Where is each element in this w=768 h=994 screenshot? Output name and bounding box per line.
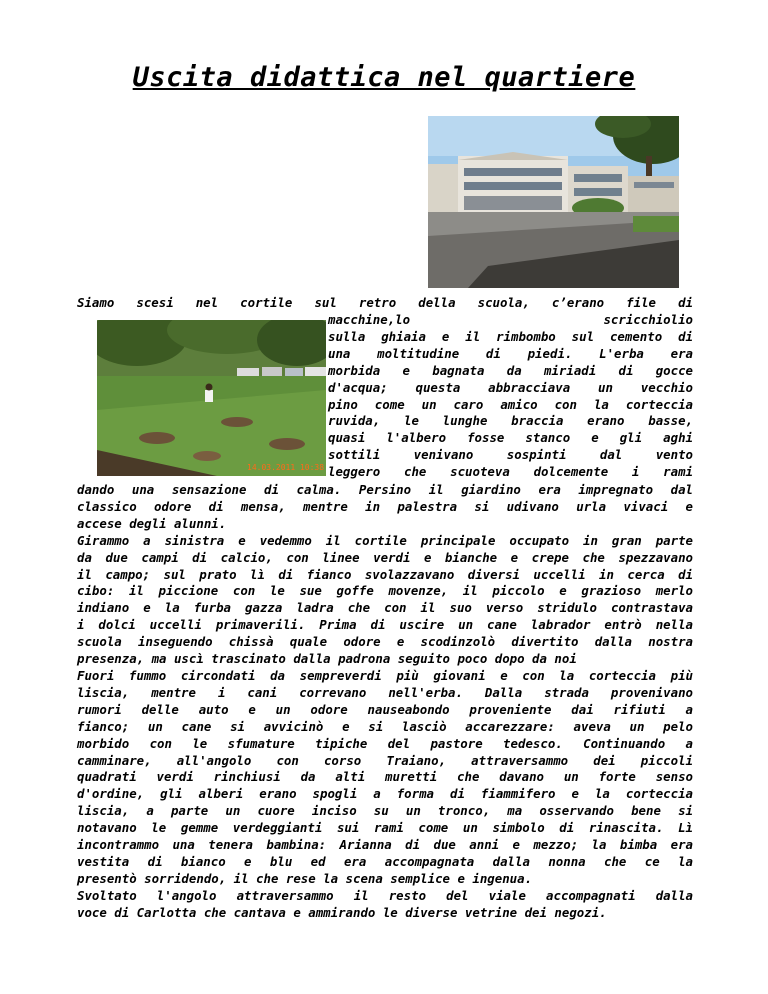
paragraph-wrap <box>328 312 693 481</box>
text-line: incontrammo una tenera bambina: Arianna di due anni e mezzo; la bimba era <box>77 837 693 853</box>
text-line: quadrati verdi rinchiusi da alti muretti che davano un forte senso <box>77 769 693 785</box>
text-line: indiano e la furba gazza ladra che con il suo verso stridulo contrastava <box>77 600 693 616</box>
page-title: Uscita didattica nel quartiere <box>132 62 636 93</box>
text-line: classico odore di mensa, mentre in palestra si udivano urla vivaci e <box>77 498 693 514</box>
text-line: leggero che scuoteva dolcemente i rami <box>328 464 693 480</box>
text-line: Svoltato l'angolo attraversammo il resto del viale accompagnati dalla <box>77 887 693 903</box>
text-line: presentò sorridendo, il che rese la scena semplice e ingenua. <box>77 870 533 886</box>
photo-timestamp: 14.03.2011 10:38 <box>247 463 325 472</box>
text-line: morbido con le sfumature tipiche del pastore tedesco. Continuando a <box>77 735 693 751</box>
paragraph-first-line <box>77 295 693 312</box>
text-line: Fuori fummo circondati da sempreverdi più giovani e con la corteccia più <box>77 667 693 683</box>
text-line: vestita di bianco e blu ed era accompagnata dalla nonna che ce la <box>77 853 693 869</box>
text-line: morbida e bagnata da miriadi di gocce <box>328 362 693 378</box>
text-line: il campo; sul prato lì di fianco svolazzavano diversi uccelli in cerca di <box>77 566 693 582</box>
text-line: macchine,lo scricchiolio <box>328 312 693 327</box>
text-line: Siamo scesi nel cortile sul retro della scuola, c’erano file di <box>77 295 693 310</box>
text-line: ruvida, le lunghe braccia erano basse, <box>328 413 693 429</box>
text-line: sottili venivano sospinti dal vento <box>328 447 693 463</box>
text-line: voce di Carlotta che cantava e ammirando le diverse vetrine dei negozi. <box>77 904 607 920</box>
text-line: i dolci uccelli primaverili. Prima di uscire un cane labrador entrò nella <box>77 617 693 633</box>
text-line: rumori delle auto e un odore nauseabondo proveniente dai rifiuti a <box>77 701 693 717</box>
text-line: d'ordine, gli alberi erano spogli a forma di fiammifero e la corteccia <box>77 786 693 802</box>
text-line: fianco; un cane si avvicinò e si lasciò accarezzare: aveva un pelo <box>77 718 693 734</box>
text-line: sulla ghiaia e il rimbombo sul cemento di <box>328 328 693 344</box>
text-line: presenza, ma uscì trascinato dalla padrona seguito poco dopo da noi <box>77 651 577 667</box>
text-line: quasi l'albero fosse stanco e gli aghi <box>328 430 693 446</box>
text-line: liscia, mentre i cani correvano nell'erba. Dalla strada provenivano <box>77 684 693 700</box>
text-line: d'acqua; questa abbracciava un vecchio <box>328 379 693 395</box>
paragraph-body <box>77 482 693 922</box>
text-line: notavano le gemme verdeggianti sui rami come un simbolo di rinascita. Lì <box>77 820 693 836</box>
garden-photo <box>97 320 326 476</box>
text-line: da due campi di calcio, con linee verdi e bianche e crepe che spezzavano <box>77 549 693 565</box>
text-line: liscia, a parte un cuore inciso su un tronco, ma osservando bene si <box>77 803 693 819</box>
text-line: cibo: il piccione con le sue goffe movenze, il piccolo e grazioso merlo <box>77 583 693 599</box>
text-line: accese degli alunni. <box>77 515 227 531</box>
text-line: dando una sensazione di calma. Persino il giardino era impregnato dal <box>77 482 693 497</box>
text-line: camminare, all'angolo con corso Traiano, attraversammo dei piccoli <box>77 752 693 768</box>
school-courtyard-photo <box>428 116 679 288</box>
text-line: una moltitudine di piedi. L'erba era <box>328 345 693 361</box>
text-line: pino come un caro amico con la corteccia <box>328 396 693 412</box>
text-line: scuola inseguendo chissà quale odore e scodinzolò divertito dalla nostra <box>77 634 693 650</box>
text-line: Girammo a sinistra e vedemmo il cortile principale occupato in gran parte <box>77 532 693 548</box>
